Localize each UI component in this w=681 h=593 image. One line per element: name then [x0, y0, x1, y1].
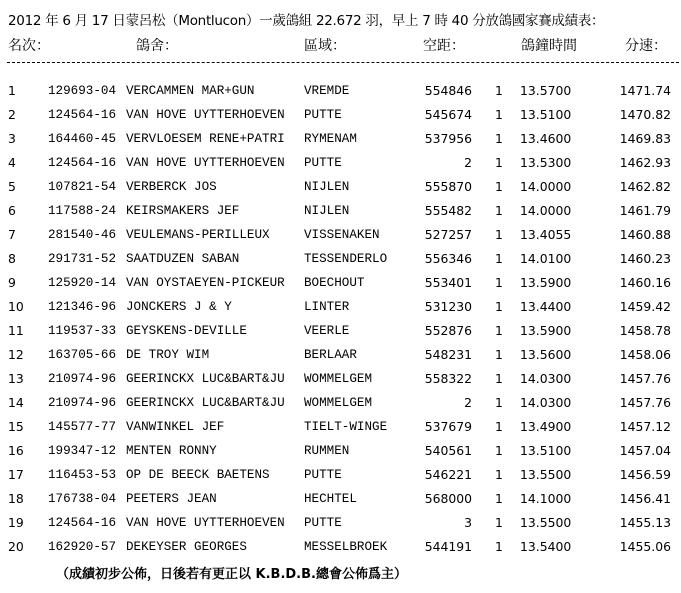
cell-fancier: VERVLOESEM RENE+PATRI — [126, 132, 285, 146]
table-row — [0, 247, 681, 271]
cell-clock-time: 13.5600 — [520, 347, 572, 362]
table-row — [0, 271, 681, 295]
table-row — [0, 175, 681, 199]
cell-clock-time: 13.4900 — [520, 419, 572, 434]
cell-distance: 558322 — [424, 371, 472, 386]
cell-fancier: PEETERS JEAN — [126, 492, 217, 506]
header-divider — [7, 62, 679, 63]
cell-fancier: GEERINCKX LUC&BART&JU — [126, 372, 285, 386]
cell-ring: 124564-16 — [48, 516, 117, 530]
cell-region: VREMDE — [304, 84, 350, 98]
cell-distance: 555482 — [424, 203, 472, 218]
cell-distance: 2 — [464, 395, 472, 410]
cell-count: 1 — [495, 443, 503, 458]
cell-clock-time: 13.4400 — [520, 299, 572, 314]
cell-clock-time: 13.5100 — [520, 107, 572, 122]
cell-region: PUTTE — [304, 516, 342, 530]
cell-rank: 8 — [8, 251, 16, 266]
table-row — [0, 127, 681, 151]
cell-region: VISSENAKEN — [304, 228, 380, 242]
cell-rank: 19 — [8, 515, 24, 530]
cell-fancier: JONCKERS J & Y — [126, 300, 232, 314]
cell-rank: 7 — [8, 227, 16, 242]
cell-speed: 1460.16 — [619, 275, 671, 290]
cell-count: 1 — [495, 467, 503, 482]
cell-clock-time: 14.1000 — [520, 491, 572, 506]
cell-region: PUTTE — [304, 108, 342, 122]
cell-rank: 13 — [8, 371, 24, 386]
cell-speed: 1455.13 — [619, 515, 671, 530]
cell-rank: 2 — [8, 107, 16, 122]
cell-ring: 199347-12 — [48, 444, 117, 458]
cell-region: RYMENAM — [304, 132, 357, 146]
cell-distance: 553401 — [424, 275, 472, 290]
cell-fancier: VAN HOVE UYTTERHOEVEN — [126, 156, 285, 170]
table-row — [0, 463, 681, 487]
cell-distance: 540561 — [424, 443, 472, 458]
cell-ring: 124564-16 — [48, 156, 117, 170]
cell-count: 1 — [495, 539, 503, 554]
cell-fancier: KEIRSMAKERS JEF — [126, 204, 240, 218]
header-speed: 分速： — [625, 38, 667, 54]
cell-rank: 5 — [8, 179, 16, 194]
cell-count: 1 — [495, 419, 503, 434]
cell-distance: 555870 — [424, 179, 472, 194]
cell-distance: 544191 — [424, 539, 472, 554]
cell-count: 1 — [495, 347, 503, 362]
cell-rank: 4 — [8, 155, 16, 170]
header-rank: 名次： — [8, 38, 50, 54]
cell-fancier: VERCAMMEN MAR+GUN — [126, 84, 255, 98]
table-row — [0, 343, 681, 367]
cell-fancier: DE TROY WIM — [126, 348, 210, 362]
cell-region: NIJLEN — [304, 180, 350, 194]
cell-fancier: VERBERCK JOS — [126, 180, 217, 194]
table-row — [0, 367, 681, 391]
cell-count: 1 — [495, 275, 503, 290]
cell-fancier: VAN OYSTAEYEN-PICKEUR — [126, 276, 285, 290]
table-row — [0, 391, 681, 415]
table-row — [0, 103, 681, 127]
cell-region: BERLAAR — [304, 348, 357, 362]
cell-fancier: DEKEYSER GEORGES — [126, 540, 247, 554]
cell-ring: 210974-96 — [48, 372, 117, 386]
cell-distance: 568000 — [424, 491, 472, 506]
cell-speed: 1456.59 — [619, 467, 671, 482]
cell-fancier: SAATDUZEN SABAN — [126, 252, 240, 266]
cell-ring: 107821-54 — [48, 180, 117, 194]
cell-ring: 145577-77 — [48, 420, 117, 434]
cell-region: PUTTE — [304, 156, 342, 170]
cell-clock-time: 13.5900 — [520, 275, 572, 290]
cell-region: BOECHOUT — [304, 276, 365, 290]
cell-clock-time: 14.0000 — [520, 179, 572, 194]
cell-ring: 281540-46 — [48, 228, 117, 242]
cell-speed: 1457.04 — [619, 443, 671, 458]
cell-distance: 531230 — [424, 299, 472, 314]
cell-rank: 1 — [8, 83, 16, 98]
cell-speed: 1460.23 — [619, 251, 671, 266]
cell-rank: 18 — [8, 491, 24, 506]
cell-clock-time: 13.5400 — [520, 539, 572, 554]
cell-fancier: GEYSKENS-DEVILLE — [126, 324, 247, 338]
cell-count: 1 — [495, 299, 503, 314]
cell-speed: 1457.12 — [619, 419, 671, 434]
cell-ring: 162920-57 — [48, 540, 117, 554]
cell-region: TESSENDERLO — [304, 252, 388, 266]
cell-ring: 164460-45 — [48, 132, 117, 146]
table-row — [0, 151, 681, 175]
cell-count: 1 — [495, 515, 503, 530]
cell-rank: 11 — [8, 323, 24, 338]
cell-count: 1 — [495, 83, 503, 98]
cell-speed: 1469.83 — [619, 131, 671, 146]
cell-distance: 537679 — [424, 419, 472, 434]
cell-region: LINTER — [304, 300, 350, 314]
cell-speed: 1457.76 — [619, 395, 671, 410]
cell-count: 1 — [495, 107, 503, 122]
cell-distance: 548231 — [424, 347, 472, 362]
cell-count: 1 — [495, 227, 503, 242]
cell-region: WOMMELGEM — [304, 396, 373, 410]
header-clock-time: 鴿鐘時間 — [521, 38, 577, 54]
cell-region: HECHTEL — [304, 492, 357, 506]
cell-count: 1 — [495, 155, 503, 170]
cell-rank: 9 — [8, 275, 16, 290]
cell-distance: 546221 — [424, 467, 472, 482]
cell-speed: 1455.06 — [619, 539, 671, 554]
cell-clock-time: 14.0300 — [520, 395, 572, 410]
table-row — [0, 415, 681, 439]
cell-clock-time: 14.0000 — [520, 203, 572, 218]
cell-clock-time: 14.0300 — [520, 371, 572, 386]
cell-region: PUTTE — [304, 468, 342, 482]
cell-ring: 210974-96 — [48, 396, 117, 410]
cell-clock-time: 13.5900 — [520, 323, 572, 338]
cell-rank: 6 — [8, 203, 16, 218]
cell-count: 1 — [495, 131, 503, 146]
cell-clock-time: 13.5500 — [520, 467, 572, 482]
cell-region: RUMMEN — [304, 444, 350, 458]
header-pigeon-loft: 鴿舍： — [136, 38, 178, 54]
cell-speed: 1462.82 — [619, 179, 671, 194]
cell-speed: 1457.76 — [619, 371, 671, 386]
header-region: 區域： — [304, 38, 346, 54]
footnote: （成績初步公佈，日後若有更正以 K.B.D.B.總會公佈爲主） — [56, 567, 407, 582]
table-row — [0, 199, 681, 223]
cell-speed: 1462.93 — [619, 155, 671, 170]
cell-clock-time: 13.4055 — [520, 227, 572, 242]
cell-count: 1 — [495, 203, 503, 218]
cell-speed: 1461.79 — [619, 203, 671, 218]
cell-clock-time: 13.4600 — [520, 131, 572, 146]
table-row — [0, 535, 681, 559]
table-row — [0, 511, 681, 535]
header-distance: 空距： — [423, 38, 465, 54]
cell-count: 1 — [495, 395, 503, 410]
cell-rank: 15 — [8, 419, 24, 434]
cell-count: 1 — [495, 323, 503, 338]
cell-count: 1 — [495, 251, 503, 266]
cell-speed: 1458.06 — [619, 347, 671, 362]
cell-ring: 125920-14 — [48, 276, 117, 290]
table-row — [0, 439, 681, 463]
cell-ring: 119537-33 — [48, 324, 117, 338]
cell-ring: 116453-53 — [48, 468, 117, 482]
cell-fancier: MENTEN RONNY — [126, 444, 217, 458]
cell-distance: 554846 — [424, 83, 472, 98]
cell-clock-time: 13.5300 — [520, 155, 572, 170]
cell-ring: 291731-52 — [48, 252, 117, 266]
cell-distance: 545674 — [424, 107, 472, 122]
cell-rank: 3 — [8, 131, 16, 146]
cell-speed: 1458.78 — [619, 323, 671, 338]
cell-region: TIELT-WINGE — [304, 420, 388, 434]
cell-region: MESSELBROEK — [304, 540, 388, 554]
cell-fancier: OP DE BEECK BAETENS — [126, 468, 270, 482]
results-title: 2012 年 6 月 17 日蒙呂松（Montlucon）一歲鴿組 22.672 羽，早上 7 時 40 分放鴿國家賽成績表： — [8, 13, 605, 29]
cell-rank: 16 — [8, 443, 24, 458]
cell-clock-time: 13.5500 — [520, 515, 572, 530]
cell-fancier: VANWINKEL JEF — [126, 420, 225, 434]
cell-speed: 1459.42 — [619, 299, 671, 314]
cell-distance: 3 — [464, 515, 472, 530]
cell-fancier: VEULEMANS-PERILLEUX — [126, 228, 270, 242]
cell-rank: 17 — [8, 467, 24, 482]
cell-distance: 2 — [464, 155, 472, 170]
table-row — [0, 223, 681, 247]
cell-region: WOMMELGEM — [304, 372, 373, 386]
table-row — [0, 295, 681, 319]
table-row — [0, 319, 681, 343]
table-row — [0, 79, 681, 103]
cell-ring: 163705-66 — [48, 348, 117, 362]
cell-clock-time: 13.5100 — [520, 443, 572, 458]
cell-distance: 552876 — [424, 323, 472, 338]
cell-speed: 1456.41 — [619, 491, 671, 506]
cell-rank: 12 — [8, 347, 24, 362]
cell-speed: 1460.88 — [619, 227, 671, 242]
cell-ring: 124564-16 — [48, 108, 117, 122]
cell-distance: 527257 — [424, 227, 472, 242]
cell-region: NIJLEN — [304, 204, 350, 218]
cell-region: VEERLE — [304, 324, 350, 338]
cell-count: 1 — [495, 491, 503, 506]
cell-rank: 20 — [8, 539, 24, 554]
cell-ring: 129693-04 — [48, 84, 117, 98]
cell-speed: 1471.74 — [619, 83, 671, 98]
cell-rank: 10 — [8, 299, 24, 314]
cell-distance: 537956 — [424, 131, 472, 146]
cell-rank: 14 — [8, 395, 24, 410]
cell-count: 1 — [495, 179, 503, 194]
cell-fancier: VAN HOVE UYTTERHOEVEN — [126, 108, 285, 122]
table-row — [0, 487, 681, 511]
cell-fancier: GEERINCKX LUC&BART&JU — [126, 396, 285, 410]
cell-count: 1 — [495, 371, 503, 386]
cell-clock-time: 14.0100 — [520, 251, 572, 266]
cell-ring: 117588-24 — [48, 204, 117, 218]
cell-clock-time: 13.5700 — [520, 83, 572, 98]
cell-ring: 176738-04 — [48, 492, 117, 506]
cell-speed: 1470.82 — [619, 107, 671, 122]
cell-distance: 556346 — [424, 251, 472, 266]
cell-ring: 121346-96 — [48, 300, 117, 314]
cell-fancier: VAN HOVE UYTTERHOEVEN — [126, 516, 285, 530]
